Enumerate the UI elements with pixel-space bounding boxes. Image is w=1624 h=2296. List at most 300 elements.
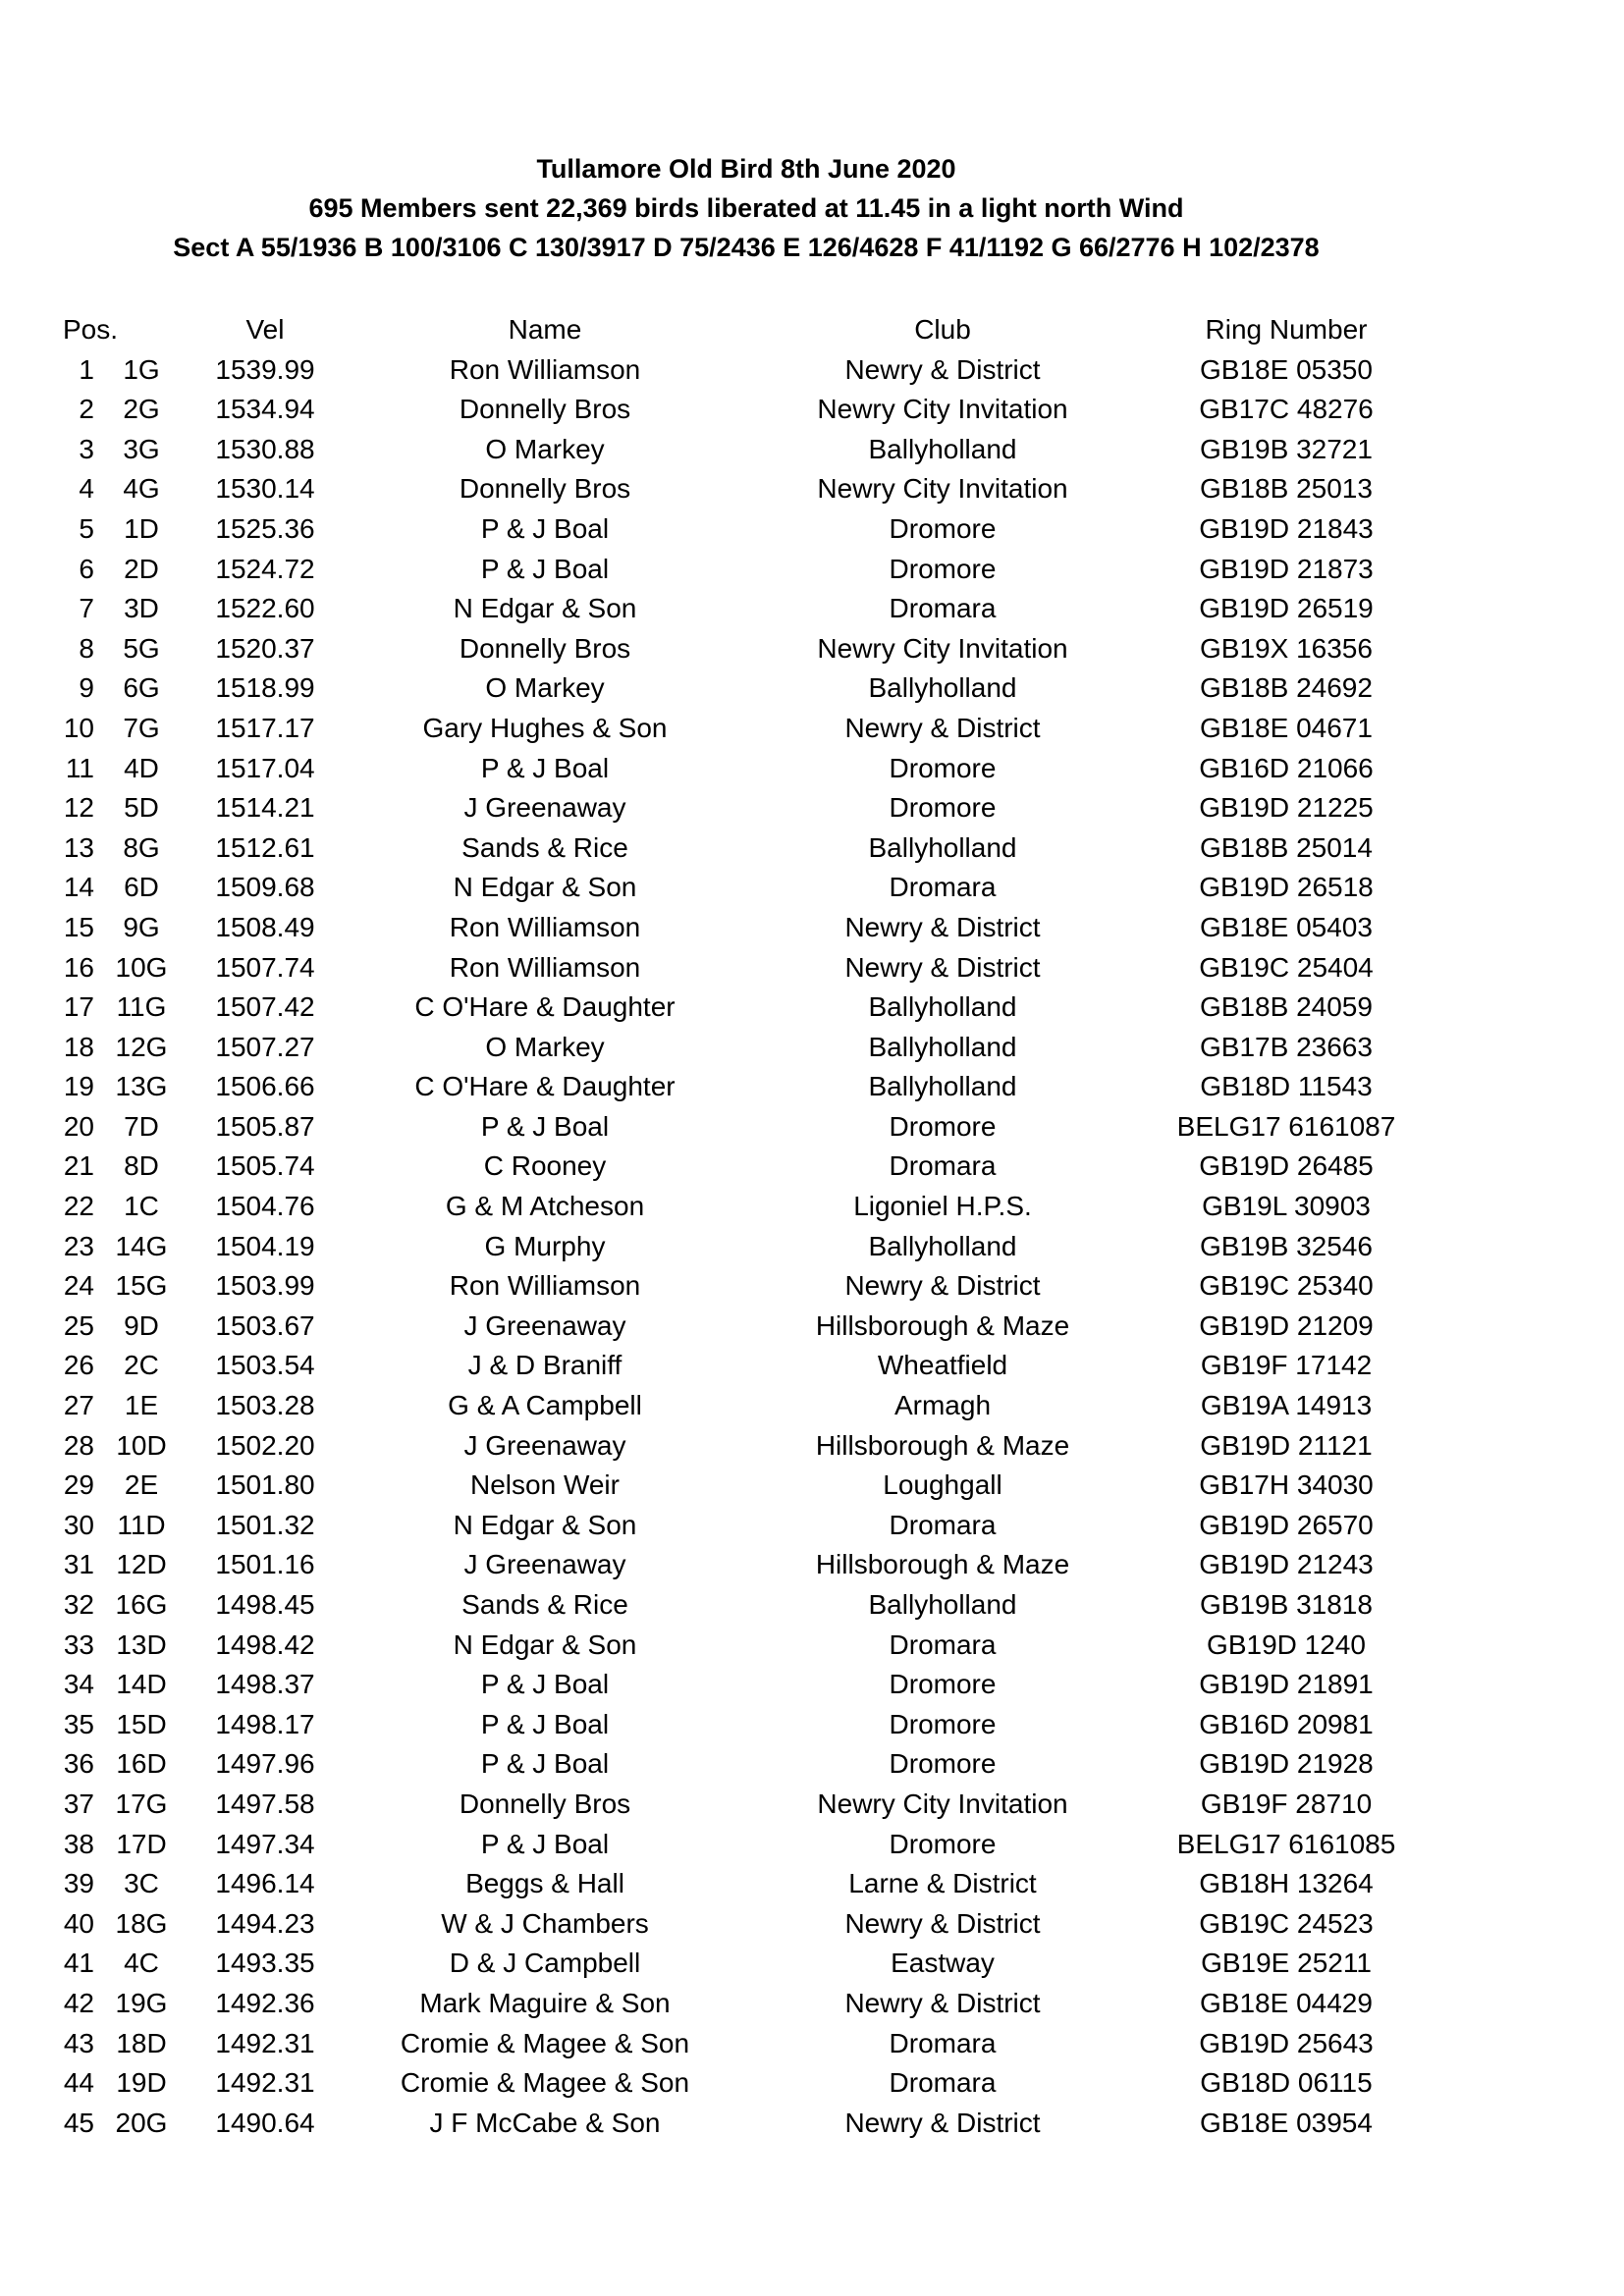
member-name-cell: D & J Campbell: [449, 1948, 641, 1979]
club-cell: Newry & District: [844, 2107, 1041, 2138]
table-row: [0, 1626, 1624, 1666]
table-row: [0, 908, 1624, 948]
position-cell: 12: [63, 792, 94, 824]
velocity-cell: 1504.19: [215, 1230, 315, 1261]
member-name-cell: Cromie & Magee & Son: [400, 2067, 690, 2099]
position-cell: 6: [79, 553, 94, 584]
position-cell: 19: [63, 1071, 94, 1102]
velocity-cell: 1501.16: [215, 1549, 315, 1580]
member-name-cell: Donnelly Bros: [459, 632, 631, 664]
member-name-cell: Beggs & Hall: [465, 1868, 624, 1899]
club-cell: Dromara: [889, 2067, 997, 2099]
position-cell: 30: [63, 1509, 94, 1540]
ring-number-cell: GB18B 24692: [1200, 672, 1373, 704]
member-name-cell: Donnelly Bros: [459, 1788, 631, 1819]
position-cell: 23: [63, 1230, 94, 1261]
section-position-cell: 10G: [115, 951, 168, 983]
page-title: Tullamore Old Bird 8th June 2020: [536, 154, 956, 184]
velocity-cell: 1498.37: [215, 1669, 315, 1700]
table-row: [0, 629, 1624, 669]
table-row: [0, 749, 1624, 789]
table-row: [0, 469, 1624, 509]
member-name-cell: N Edgar & Son: [453, 593, 637, 624]
velocity-cell: 1493.35: [215, 1948, 315, 1979]
club-cell: Eastway: [891, 1948, 995, 1979]
member-name-cell: O Markey: [485, 433, 605, 464]
position-cell: 25: [63, 1309, 94, 1341]
table-row: [0, 589, 1624, 629]
ring-number-cell: GB19B 32546: [1200, 1230, 1373, 1261]
member-name-cell: G & A Campbell: [448, 1390, 642, 1421]
section-position-cell: 15G: [115, 1270, 168, 1302]
club-cell: Dromore: [889, 752, 997, 783]
position-cell: 27: [63, 1390, 94, 1421]
ring-number-cell: GB19D 21873: [1199, 553, 1374, 584]
table-row: [0, 668, 1624, 709]
member-name-cell: G & M Atcheson: [445, 1191, 645, 1222]
section-summary: Sect A 55/1936 B 100/3106 C 130/3917 D 75/2436 E 126/4628 F 41/1192 G 66/2776 H 102/2378: [173, 233, 1320, 262]
member-name-cell: Mark Maguire & Son: [419, 1987, 671, 2018]
section-position-cell: 17D: [116, 1828, 167, 1859]
table-row: [0, 2104, 1624, 2144]
table-row: [0, 1187, 1624, 1227]
ring-number-cell: GB19C 24523: [1199, 1907, 1374, 1939]
position-cell: 3: [79, 433, 94, 464]
member-name-cell: Ron Williamson: [449, 353, 641, 385]
velocity-cell: 1498.42: [215, 1629, 315, 1660]
ring-number-cell: GB19D 26518: [1199, 872, 1374, 903]
member-name-cell: J Greenaway: [463, 1549, 626, 1580]
ring-number-cell: GB19D 21928: [1199, 1748, 1374, 1780]
table-row: [0, 988, 1624, 1028]
club-cell: Newry & District: [844, 1907, 1041, 1939]
section-position-cell: 10D: [116, 1429, 167, 1461]
ring-number-cell: GB19A 14913: [1200, 1390, 1373, 1421]
ring-number-cell: GB19C 25404: [1199, 951, 1374, 983]
table-row: [0, 1147, 1624, 1187]
section-position-cell: 19D: [116, 2067, 167, 2099]
velocity-cell: 1503.54: [215, 1350, 315, 1381]
member-name-cell: Donnelly Bros: [459, 394, 631, 425]
position-cell: 20: [63, 1110, 94, 1142]
club-cell: Dromara: [889, 1629, 997, 1660]
section-position-cell: 4C: [124, 1948, 159, 1979]
velocity-cell: 1490.64: [215, 2107, 315, 2138]
club-cell: Loughgall: [883, 1469, 1002, 1501]
velocity-cell: 1530.14: [215, 473, 315, 505]
club-cell: Newry City Invitation: [817, 632, 1068, 664]
velocity-cell: 1517.04: [215, 752, 315, 783]
section-position-cell: 7D: [124, 1110, 159, 1142]
column-header-name: Name: [508, 314, 582, 345]
member-name-cell: P & J Boal: [480, 1748, 610, 1780]
section-position-cell: 11D: [117, 1509, 166, 1540]
member-name-cell: J Greenaway: [463, 1309, 626, 1341]
position-cell: 24: [63, 1270, 94, 1302]
member-name-cell: O Markey: [485, 672, 605, 704]
member-name-cell: P & J Boal: [480, 1828, 610, 1859]
ring-number-cell: GB17B 23663: [1200, 1031, 1373, 1062]
club-cell: Ballyholland: [868, 1031, 1017, 1062]
ring-number-cell: GB19D 26519: [1199, 593, 1374, 624]
table-row: [0, 1386, 1624, 1426]
velocity-cell: 1534.94: [215, 394, 315, 425]
position-cell: 15: [63, 911, 94, 942]
position-cell: 7: [79, 593, 94, 624]
position-cell: 42: [63, 1987, 94, 2018]
column-header-vel: Vel: [245, 314, 285, 345]
position-cell: 41: [63, 1948, 94, 1979]
section-position-cell: 1E: [124, 1390, 159, 1421]
position-cell: 13: [63, 831, 94, 863]
member-name-cell: P & J Boal: [480, 1110, 610, 1142]
section-position-cell: 14G: [115, 1230, 168, 1261]
ring-number-cell: GB19B 32721: [1200, 433, 1373, 464]
club-cell: Newry City Invitation: [817, 394, 1068, 425]
section-position-cell: 9D: [124, 1309, 159, 1341]
club-cell: Dromore: [889, 792, 997, 824]
member-name-cell: J Greenaway: [463, 792, 626, 824]
position-cell: 11: [65, 752, 94, 783]
member-name-cell: P & J Boal: [480, 553, 610, 584]
table-header-row: [0, 310, 1624, 350]
position-cell: 22: [63, 1191, 94, 1222]
velocity-cell: 1506.66: [215, 1071, 315, 1102]
table-row: [0, 1266, 1624, 1307]
club-cell: Dromore: [889, 1708, 997, 1739]
section-position-cell: 3C: [124, 1868, 159, 1899]
club-cell: Hillsborough & Maze: [815, 1429, 1070, 1461]
ring-number-cell: GB17C 48276: [1199, 394, 1374, 425]
section-position-cell: 15D: [116, 1708, 167, 1739]
position-cell: 32: [63, 1589, 94, 1620]
velocity-cell: 1497.96: [215, 1748, 315, 1780]
velocity-cell: 1501.32: [215, 1509, 315, 1540]
section-position-cell: 2D: [124, 553, 159, 584]
club-cell: Ballyholland: [868, 1589, 1017, 1620]
member-name-cell: Gary Hughes & Son: [422, 712, 668, 743]
section-position-cell: 13G: [115, 1071, 168, 1102]
club-cell: Ligoniel H.P.S.: [853, 1191, 1032, 1222]
section-position-cell: 19G: [115, 1987, 168, 2018]
position-cell: 17: [63, 991, 94, 1023]
club-cell: Dromore: [889, 1669, 997, 1700]
table-row: [0, 709, 1624, 749]
ring-number-cell: GB19E 25211: [1201, 1948, 1372, 1979]
velocity-cell: 1514.21: [215, 792, 315, 824]
velocity-cell: 1520.37: [215, 632, 315, 664]
position-cell: 10: [63, 712, 94, 743]
table-row: [0, 550, 1624, 590]
table-row: [0, 1466, 1624, 1506]
member-name-cell: G Murphy: [484, 1230, 606, 1261]
table-row: [0, 788, 1624, 828]
member-name-cell: W & J Chambers: [441, 1907, 649, 1939]
position-cell: 28: [63, 1429, 94, 1461]
member-name-cell: Sands & Rice: [461, 1589, 628, 1620]
ring-number-cell: GB19D 21209: [1199, 1309, 1374, 1341]
table-row: [0, 1825, 1624, 1865]
table-row: [0, 1785, 1624, 1825]
section-position-cell: 17G: [115, 1788, 168, 1819]
ring-number-cell: GB18E 05403: [1200, 911, 1373, 942]
position-cell: 9: [79, 672, 94, 704]
ring-number-cell: BELG17 6161085: [1176, 1828, 1396, 1859]
ring-number-cell: GB18B 24059: [1200, 991, 1373, 1023]
velocity-cell: 1507.74: [215, 951, 315, 983]
velocity-cell: 1524.72: [215, 553, 315, 584]
table-row: [0, 1665, 1624, 1705]
table-row: [0, 1944, 1624, 1984]
section-position-cell: 2C: [124, 1350, 159, 1381]
velocity-cell: 1518.99: [215, 672, 315, 704]
position-cell: 1: [79, 353, 94, 385]
section-position-cell: 8D: [124, 1150, 159, 1182]
club-cell: Dromara: [889, 2027, 997, 2058]
table-row: [0, 868, 1624, 908]
ring-number-cell: GB18H 13264: [1199, 1868, 1374, 1899]
velocity-cell: 1502.20: [215, 1429, 315, 1461]
position-cell: 33: [63, 1629, 94, 1660]
member-name-cell: Nelson Weir: [470, 1469, 620, 1501]
club-cell: Hillsborough & Maze: [815, 1309, 1070, 1341]
ring-number-cell: GB19D 21225: [1199, 792, 1374, 824]
section-position-cell: 18G: [115, 1907, 168, 1939]
velocity-cell: 1505.87: [215, 1110, 315, 1142]
table-row: [0, 509, 1624, 550]
velocity-cell: 1507.42: [215, 991, 315, 1023]
table-row: [0, 1067, 1624, 1107]
member-name-cell: P & J Boal: [480, 1708, 610, 1739]
position-cell: 31: [63, 1549, 94, 1580]
position-cell: 37: [63, 1788, 94, 1819]
table-row: [0, 1346, 1624, 1386]
ring-number-cell: GB18B 25014: [1200, 831, 1373, 863]
velocity-cell: 1497.34: [215, 1828, 315, 1859]
velocity-cell: 1522.60: [215, 593, 315, 624]
member-name-cell: O Markey: [485, 1031, 605, 1062]
table-row: [0, 1904, 1624, 1945]
member-name-cell: P & J Boal: [480, 752, 610, 783]
ring-number-cell: GB18E 05350: [1200, 353, 1373, 385]
section-position-cell: 16G: [115, 1589, 168, 1620]
member-name-cell: P & J Boal: [480, 512, 610, 544]
ring-number-cell: GB19D 26570: [1199, 1509, 1374, 1540]
club-cell: Newry & District: [844, 712, 1041, 743]
position-cell: 45: [63, 2107, 94, 2138]
position-cell: 34: [63, 1669, 94, 1700]
section-position-cell: 6D: [124, 872, 159, 903]
member-name-cell: N Edgar & Son: [453, 1509, 637, 1540]
position-cell: 16: [63, 951, 94, 983]
section-position-cell: 5G: [123, 632, 160, 664]
ring-number-cell: GB19D 21843: [1199, 512, 1374, 544]
velocity-cell: 1497.58: [215, 1788, 315, 1819]
position-cell: 26: [63, 1350, 94, 1381]
member-name-cell: J Greenaway: [463, 1429, 626, 1461]
position-cell: 44: [63, 2067, 94, 2099]
club-cell: Ballyholland: [868, 991, 1017, 1023]
velocity-cell: 1501.80: [215, 1469, 315, 1501]
position-cell: 18: [63, 1031, 94, 1062]
section-position-cell: 12D: [116, 1549, 167, 1580]
club-cell: Dromara: [889, 593, 997, 624]
ring-number-cell: GB19D 1240: [1207, 1629, 1366, 1660]
section-position-cell: 1C: [124, 1191, 159, 1222]
column-header-club: Club: [914, 314, 971, 345]
club-cell: Dromara: [889, 1509, 997, 1540]
velocity-cell: 1503.28: [215, 1390, 315, 1421]
ring-number-cell: GB18D 06115: [1200, 2067, 1373, 2099]
club-cell: Ballyholland: [868, 1071, 1017, 1102]
table-row: [0, 1705, 1624, 1745]
section-position-cell: 6G: [123, 672, 160, 704]
ring-number-cell: GB16D 20981: [1199, 1708, 1374, 1739]
section-position-cell: 16D: [116, 1748, 167, 1780]
club-cell: Hillsborough & Maze: [815, 1549, 1070, 1580]
table-row: [0, 948, 1624, 988]
velocity-cell: 1508.49: [215, 911, 315, 942]
member-name-cell: Ron Williamson: [449, 951, 641, 983]
results-table: [0, 310, 1624, 2143]
table-row: [0, 1864, 1624, 1904]
position-cell: 43: [63, 2027, 94, 2058]
section-position-cell: 3G: [123, 433, 160, 464]
table-row: [0, 1426, 1624, 1467]
club-cell: Dromore: [889, 553, 997, 584]
member-name-cell: C Rooney: [483, 1150, 607, 1182]
section-position-cell: 13D: [116, 1629, 167, 1660]
position-cell: 39: [63, 1868, 94, 1899]
position-cell: 35: [63, 1708, 94, 1739]
club-cell: Dromore: [889, 1110, 997, 1142]
club-cell: Newry & District: [844, 911, 1041, 942]
member-name-cell: Donnelly Bros: [459, 473, 631, 505]
ring-number-cell: GB19D 21891: [1199, 1669, 1374, 1700]
position-cell: 5: [79, 512, 94, 544]
club-cell: Ballyholland: [868, 1230, 1017, 1261]
ring-number-cell: GB18E 04671: [1200, 712, 1373, 743]
ring-number-cell: GB19D 21243: [1199, 1549, 1374, 1580]
club-cell: Newry City Invitation: [817, 473, 1068, 505]
section-position-cell: 18D: [116, 2027, 167, 2058]
member-name-cell: Cromie & Magee & Son: [400, 2027, 690, 2058]
table-row: [0, 390, 1624, 430]
member-name-cell: Ron Williamson: [449, 911, 641, 942]
velocity-cell: 1494.23: [215, 1907, 315, 1939]
table-row: [0, 1585, 1624, 1626]
club-cell: Dromara: [889, 1150, 997, 1182]
section-position-cell: 8G: [123, 831, 160, 863]
results-header: [0, 149, 1492, 267]
race-summary: 695 Members sent 22,369 birds liberated at 11.45 in a light north Wind: [308, 193, 1184, 223]
table-row: [0, 828, 1624, 869]
member-name-cell: C O'Hare & Daughter: [414, 1071, 676, 1102]
section-position-cell: 7G: [123, 712, 160, 743]
club-cell: Newry City Invitation: [817, 1788, 1068, 1819]
velocity-cell: 1517.17: [215, 712, 315, 743]
position-cell: 8: [79, 632, 94, 664]
ring-number-cell: GB19L 30903: [1202, 1191, 1371, 1222]
velocity-cell: 1505.74: [215, 1150, 315, 1182]
position-cell: 21: [63, 1150, 94, 1182]
velocity-cell: 1507.27: [215, 1031, 315, 1062]
velocity-cell: 1530.88: [215, 433, 315, 464]
velocity-cell: 1492.31: [215, 2027, 315, 2058]
section-position-cell: 2G: [123, 394, 160, 425]
section-position-cell: 3D: [124, 593, 159, 624]
velocity-cell: 1512.61: [215, 831, 315, 863]
section-position-cell: 9G: [123, 911, 160, 942]
ring-number-cell: GB19X 16356: [1200, 632, 1373, 664]
velocity-cell: 1503.99: [215, 1270, 315, 1302]
club-cell: Newry & District: [844, 353, 1041, 385]
section-position-cell: 1G: [123, 353, 160, 385]
club-cell: Ballyholland: [868, 433, 1017, 464]
table-row: [0, 1307, 1624, 1347]
ring-number-cell: GB19F 17142: [1200, 1350, 1373, 1381]
position-cell: 38: [63, 1828, 94, 1859]
member-name-cell: N Edgar & Son: [453, 1629, 637, 1660]
ring-number-cell: GB18D 11543: [1200, 1071, 1373, 1102]
velocity-cell: 1496.14: [215, 1868, 315, 1899]
table-row: [0, 1744, 1624, 1785]
club-cell: Newry & District: [844, 951, 1041, 983]
position-cell: 29: [63, 1469, 94, 1501]
velocity-cell: 1492.36: [215, 1987, 315, 2018]
club-cell: Newry & District: [844, 1270, 1041, 1302]
position-cell: 40: [63, 1907, 94, 1939]
club-cell: Dromore: [889, 1748, 997, 1780]
table-row: [0, 2024, 1624, 2064]
club-cell: Armagh: [893, 1390, 992, 1421]
velocity-cell: 1503.67: [215, 1309, 315, 1341]
member-name-cell: Ron Williamson: [449, 1270, 641, 1302]
section-position-cell: 4G: [123, 473, 160, 505]
velocity-cell: 1492.31: [215, 2067, 315, 2099]
ring-number-cell: GB17H 34030: [1199, 1469, 1374, 1501]
column-header-pos: Pos.: [63, 314, 119, 345]
ring-number-cell: BELG17 6161087: [1176, 1110, 1396, 1142]
ring-number-cell: GB19D 21121: [1200, 1429, 1373, 1461]
table-row: [0, 1028, 1624, 1068]
club-cell: Dromore: [889, 512, 997, 544]
member-name-cell: J F McCabe & Son: [429, 2107, 661, 2138]
section-position-cell: 20G: [115, 2107, 168, 2138]
table-row: [0, 1984, 1624, 2024]
position-cell: 2: [79, 394, 94, 425]
column-header-ring-number: Ring Number: [1205, 314, 1368, 345]
member-name-cell: J & D Braniff: [467, 1350, 623, 1381]
ring-number-cell: GB16D 21066: [1199, 752, 1374, 783]
section-position-cell: 4D: [124, 752, 159, 783]
section-position-cell: 14D: [116, 1669, 167, 1700]
table-row: [0, 1227, 1624, 1267]
section-position-cell: 12G: [115, 1031, 168, 1062]
member-name-cell: Sands & Rice: [461, 831, 628, 863]
club-cell: Ballyholland: [868, 672, 1017, 704]
ring-number-cell: GB18E 04429: [1200, 1987, 1373, 2018]
section-position-cell: 2E: [124, 1469, 159, 1501]
table-row: [0, 1506, 1624, 1546]
velocity-cell: 1498.17: [215, 1708, 315, 1739]
member-name-cell: C O'Hare & Daughter: [414, 991, 676, 1023]
position-cell: 4: [79, 473, 94, 505]
club-cell: Wheatfield: [877, 1350, 1008, 1381]
table-row: [0, 350, 1624, 391]
club-cell: Dromara: [889, 872, 997, 903]
table-row: [0, 1107, 1624, 1148]
